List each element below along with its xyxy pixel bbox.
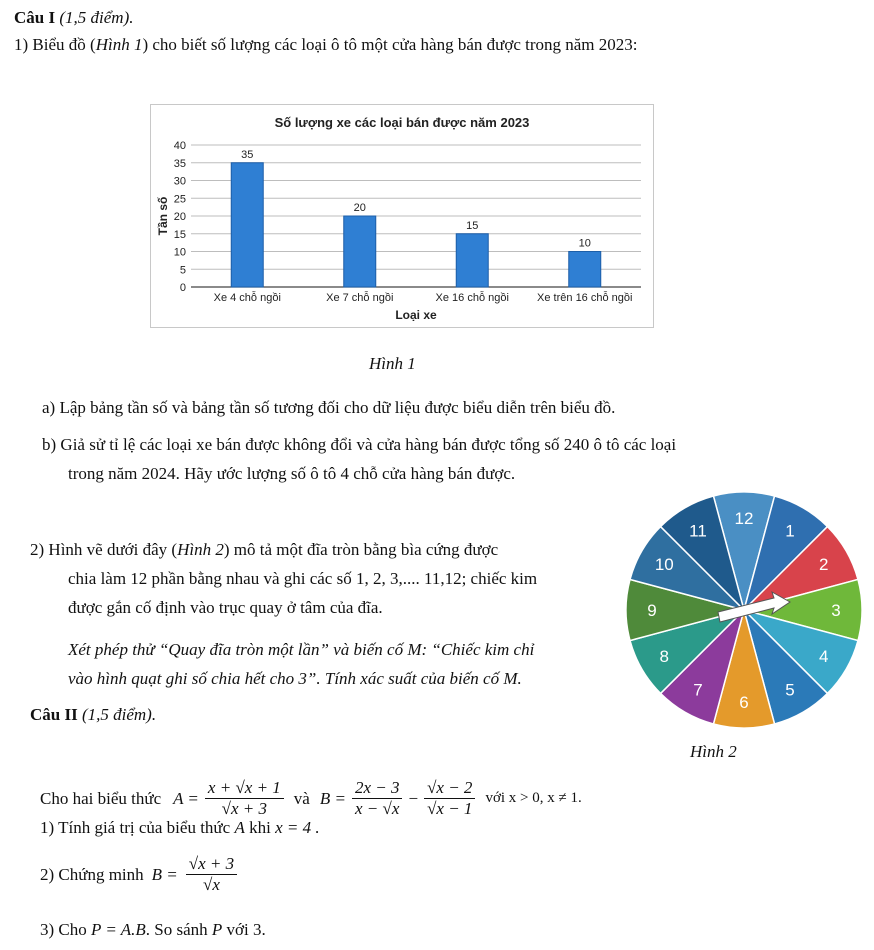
intro-text: Cho hai biểu thức <box>40 788 162 808</box>
expr-b-fraction-2 <box>424 778 475 819</box>
question-label: Câu I <box>14 8 56 27</box>
wheel-number: 11 <box>689 521 707 541</box>
expressions-line <box>40 778 582 819</box>
figure-2-caption: Hình 2 <box>690 742 737 761</box>
item-a: a) Lập bảng tần số và bảng tần số tương đối cho dữ liệu được biểu diễn trên biểu đồ. <box>42 398 616 417</box>
y-tick-label: 35 <box>173 157 186 170</box>
part-2-line2: chia làm 12 phần bằng nhau và ghi các số 1, 2, 3,.... 11,12; chiếc kim <box>68 569 538 588</box>
wheel-number: 3 <box>831 601 841 620</box>
y-tick-label: 15 <box>173 228 186 241</box>
wheel-number: 8 <box>659 647 670 667</box>
item-rest: . So sánh <box>145 920 208 939</box>
bar-value-label: 15 <box>466 219 479 232</box>
item-cond: khi <box>249 818 271 837</box>
item-2-fraction <box>186 854 237 895</box>
bar-chart-figure <box>150 104 654 328</box>
text-prefix: 1) Biểu đồ ( <box>14 35 96 54</box>
denominator: √x − 1 <box>427 799 473 818</box>
question-1-heading <box>14 8 133 28</box>
question-label: Câu II <box>30 705 78 724</box>
q2-item-3 <box>40 920 266 940</box>
bar <box>344 216 376 287</box>
wheel-number: 10 <box>654 554 674 574</box>
denominator: √x + 3 <box>221 799 268 818</box>
part-1-intro <box>14 35 638 55</box>
y-tick-label: 25 <box>173 193 186 206</box>
bar <box>231 163 263 287</box>
part-2-line1 <box>30 540 498 560</box>
condition-text: với x > 0, x ≠ 1. <box>485 790 582 806</box>
item-b-line1: b) Giả sử tỉ lệ các loại xe bán được không đổi và cửa hàng bán được tổng số 240 ô tô các loại <box>42 435 677 454</box>
expr-a-fraction <box>205 778 284 819</box>
item-var: P <box>211 920 223 939</box>
item-text: 1) Tính giá trị của biểu thức <box>40 818 231 837</box>
bar-value-label: 10 <box>578 237 591 250</box>
and-text: và <box>293 788 310 808</box>
part-2-line3: được gắn cố định vào trục quay ở tâm của đĩa. <box>68 598 383 617</box>
denominator: x − √x <box>355 799 400 818</box>
bar <box>456 234 488 287</box>
numerator: x + √x + 1 <box>205 778 284 799</box>
wheel-number: 7 <box>693 680 703 700</box>
minus-sign: − <box>408 788 419 808</box>
item-var: A <box>234 818 245 837</box>
denominator: √x <box>203 875 220 894</box>
points-label: (1,5 điểm). <box>59 8 134 27</box>
item-eq: x = 4 . <box>275 818 320 837</box>
wheel-number: 12 <box>734 508 754 528</box>
figure-1-caption: Hình 1 <box>369 354 416 373</box>
figure-ref: Hình 1 <box>95 35 143 54</box>
x-axis-label: Loại xe <box>395 308 437 322</box>
event-line2: vào hình quạt ghi số chia hết cho 3”. Tính xác suất của biến cố M. <box>68 669 522 688</box>
chart-title: Số lượng xe các loại bán được năm 2023 <box>274 115 530 130</box>
q2-item-1 <box>40 818 320 838</box>
y-tick-label: 20 <box>173 211 186 223</box>
bar-value-label: 20 <box>353 202 366 214</box>
numerator: 2x − 3 <box>352 778 403 799</box>
question-2-heading <box>30 705 156 725</box>
wheel-number: 6 <box>739 693 749 713</box>
x-tick-label: Xe 16 chỗ ngồi <box>435 292 509 304</box>
spinner-figure <box>622 508 841 713</box>
q2-item-2 <box>40 854 237 895</box>
numerator: √x − 2 <box>424 778 475 799</box>
figure-ref: Hình 2 <box>177 540 224 559</box>
x-tick-label: Xe 4 chỗ ngồi <box>213 292 281 304</box>
event-line1: Xét phép thử “Quay đĩa tròn một lần” và biến cố M: “Chiếc kim chỉ <box>68 640 535 659</box>
spinner-wheel <box>614 480 874 740</box>
y-tick-label: 5 <box>179 264 186 277</box>
wheel-number: 9 <box>647 601 657 620</box>
y-axis-label: Tần số <box>156 196 170 236</box>
item-eq: P = A.B <box>91 920 146 939</box>
numerator: √x + 3 <box>186 854 237 875</box>
item-b-line2: trong năm 2024. Hãy ước lượng số ô tô 4 chỗ cửa hàng bán được. <box>68 464 516 483</box>
item-text: 2) Chứng minh <box>40 864 144 884</box>
item-text: 3) Cho <box>40 920 87 939</box>
expr-a-lhs: A = <box>173 788 199 808</box>
y-tick-label: 0 <box>179 282 186 294</box>
x-tick-label: Xe 7 chỗ ngồi <box>326 292 394 304</box>
text-suffix: ) cho biết số lượng các loại ô tô một cửa hàng bán được trong năm 2023: <box>142 35 638 54</box>
points-label: (1,5 điểm). <box>81 705 157 724</box>
wheel-number: 4 <box>818 647 829 667</box>
wheel-number: 5 <box>785 680 795 700</box>
bar-chart <box>151 105 653 327</box>
text-prefix: 2) Hình vẽ dưới đây ( <box>30 540 178 559</box>
wheel-number: 1 <box>785 521 795 541</box>
text-suffix: ) mô tả một đĩa tròn bằng bìa cứng được <box>223 540 499 559</box>
item-lhs: B = <box>151 864 178 884</box>
item-end: với 3. <box>226 920 266 939</box>
y-tick-label: 40 <box>173 140 186 152</box>
bar-value-label: 35 <box>241 148 254 161</box>
expr-b-fraction-1 <box>352 778 403 819</box>
x-tick-label: Xe trên 16 chỗ ngồi <box>537 292 633 304</box>
y-tick-label: 30 <box>173 175 186 188</box>
wheel-number: 2 <box>818 554 829 574</box>
y-tick-label: 10 <box>173 246 186 259</box>
expr-b-lhs: B = <box>319 788 346 808</box>
bar <box>569 252 601 288</box>
